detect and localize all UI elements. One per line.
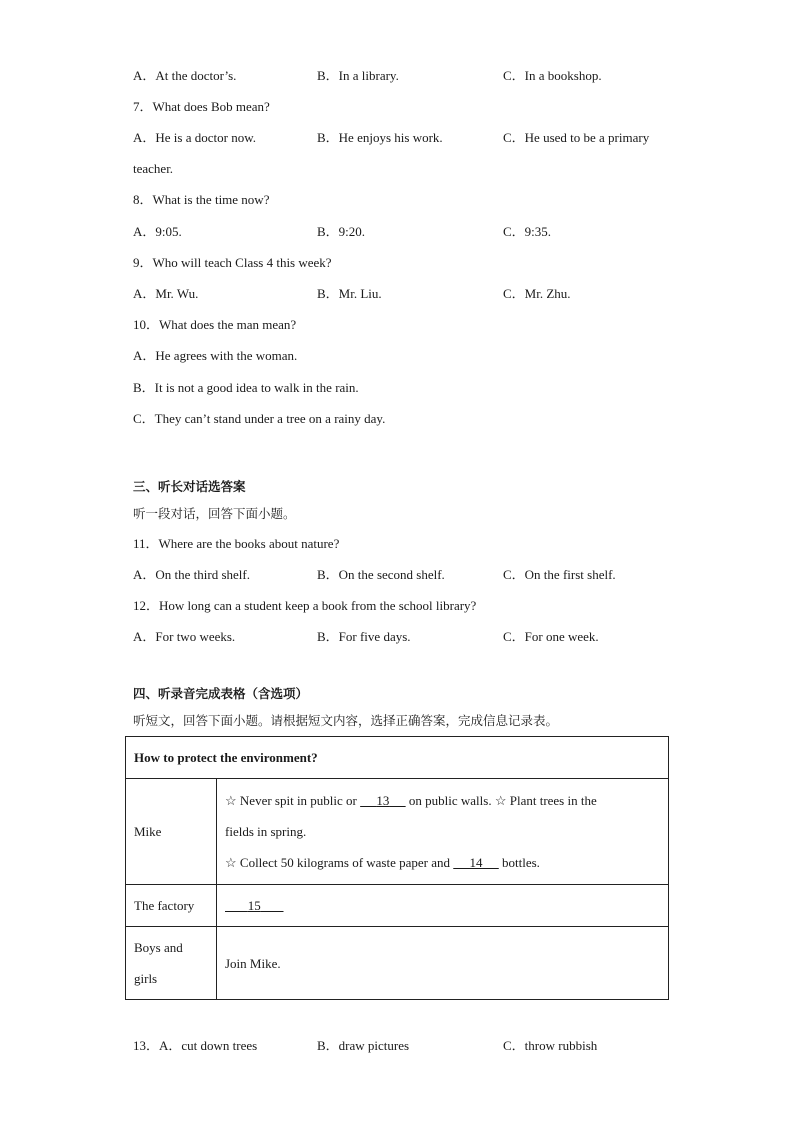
blank-13-number: 13	[376, 793, 390, 808]
q10-question: 10．What does the man mean?	[133, 317, 297, 332]
mike-line3-text: ☆ Collect 50 kilograms of waste paper and	[225, 855, 454, 870]
blank-15-number: 15	[247, 898, 261, 913]
section3-title: 三、听长对话选答案	[133, 479, 246, 494]
row-label-factory: The factory	[126, 885, 217, 927]
blank-14	[453, 847, 499, 878]
row-label-boys-girls	[126, 927, 217, 1000]
q9-question: 9．Who will teach Class 4 this week?	[133, 255, 332, 270]
mike-line-1	[225, 785, 660, 816]
q11-option-c: C．On the first shelf.	[503, 567, 616, 582]
q10-option-a: A．He agrees with the woman.	[133, 348, 298, 363]
q6-option-b: B．In a library.	[317, 68, 399, 83]
q9-option-c: C．Mr. Zhu.	[503, 286, 571, 301]
q7-option-b: B．He enjoys his work.	[317, 130, 443, 145]
q6-option-a: A．At the doctor’s.	[133, 68, 237, 83]
info-record-table	[125, 736, 669, 1000]
q10-option-c: C．They can’t stand under a tree on a rainy day.	[133, 411, 386, 426]
row-content-factory	[217, 885, 669, 927]
q8-option-a: A．9:05.	[133, 224, 182, 239]
q8-option-b: B．9:20.	[317, 224, 366, 239]
q12-option-a: A．For two weeks.	[133, 629, 236, 644]
table-row-mike	[126, 779, 669, 885]
mike-line1-text-end: on public walls. ☆ Plant trees in the	[405, 793, 597, 808]
label-line-2: girls	[134, 971, 158, 986]
blank-14-number: 14	[469, 855, 483, 870]
q7-option-c: C．He used to be a primary	[503, 130, 650, 145]
label-line-1: Boys and	[134, 940, 183, 955]
q12-question: 12．How long can a student keep a book from the school library?	[133, 598, 477, 613]
q8-question: 8．What is the time now?	[133, 192, 270, 207]
q7-option-a: A．He is a doctor now.	[133, 130, 256, 145]
section3-instruction: 听一段对话，回答下面小题。	[133, 506, 296, 521]
q6-option-c: C．In a bookshop.	[503, 68, 602, 83]
section4-instruction: 听短文，回答下面小题。请根据短文内容，选择正确答案，完成信息记录表。	[133, 713, 559, 728]
row-content-mike	[217, 779, 669, 885]
q13-option-c: C．throw rubbish	[503, 1038, 598, 1053]
q13-option-a: 13．A．cut down trees	[133, 1038, 258, 1053]
table-header: How to protect the environment?	[126, 737, 669, 779]
q7-option-c-continued: teacher.	[133, 161, 174, 176]
table-row-factory	[126, 885, 669, 927]
q11-option-a: A．On the third shelf.	[133, 567, 250, 582]
q13-option-b: B．draw pictures	[317, 1038, 410, 1053]
blank-13	[360, 785, 406, 816]
blank-15	[225, 890, 284, 921]
q11-option-b: B．On the second shelf.	[317, 567, 445, 582]
q9-option-a: A．Mr. Wu.	[133, 286, 199, 301]
mike-line1-text: ☆ Never spit in public or	[225, 793, 361, 808]
table-row-boys-girls	[126, 927, 669, 1000]
q8-option-c: C．9:35.	[503, 224, 552, 239]
q12-option-b: B．For five days.	[317, 629, 411, 644]
section4-title: 四、听录音完成表格（含选项）	[133, 686, 309, 701]
q11-question: 11．Where are the books about nature?	[133, 536, 340, 551]
q12-option-c: C．For one week.	[503, 629, 599, 644]
mike-line-2: fields in spring.	[225, 824, 307, 839]
mike-line-3	[225, 847, 660, 878]
q7-question: 7．What does Bob mean?	[133, 99, 270, 114]
mike-line3-text-end: bottles.	[498, 855, 540, 870]
q9-option-b: B．Mr. Liu.	[317, 286, 382, 301]
q10-option-b: B．It is not a good idea to walk in the rain.	[133, 380, 359, 395]
row-content-boys-girls: Join Mike.	[217, 927, 669, 1000]
row-label-mike: Mike	[126, 779, 217, 885]
